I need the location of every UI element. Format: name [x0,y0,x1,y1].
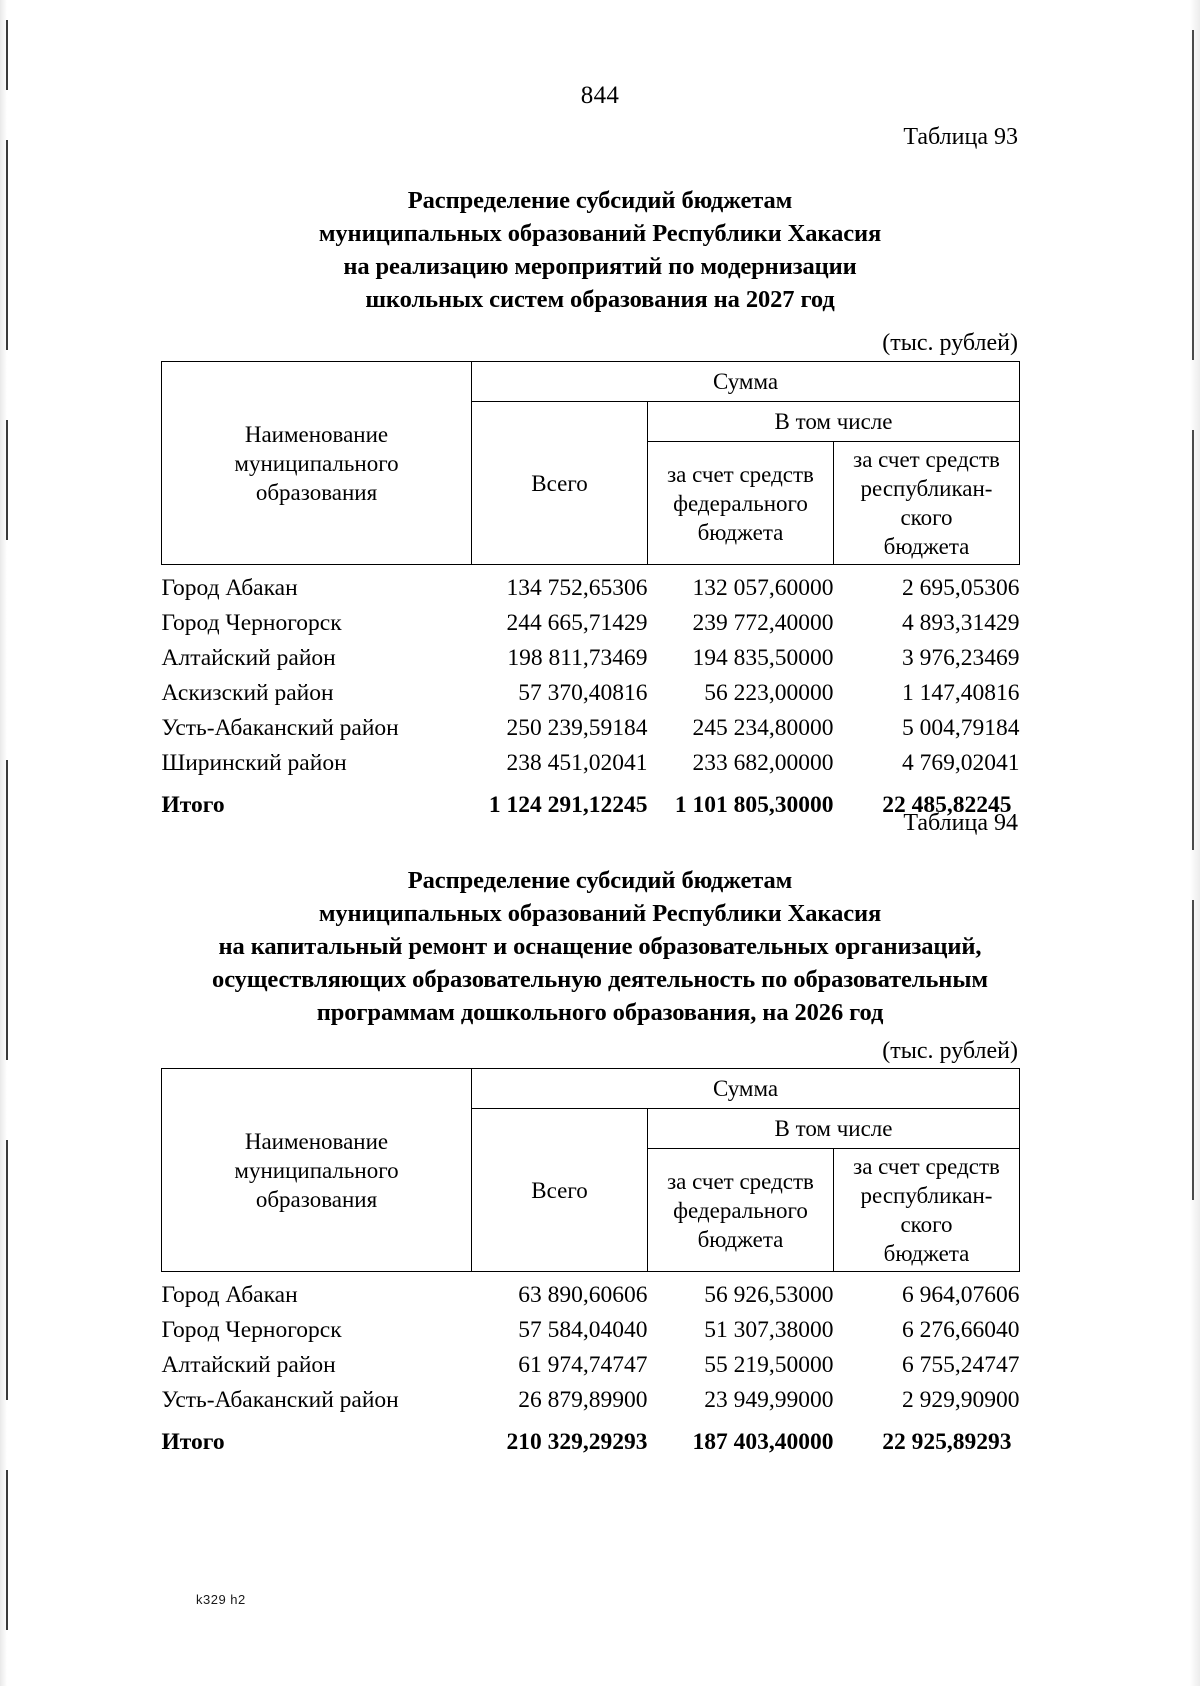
header-line: бюджета [883,534,970,559]
table-94 [161,1068,1020,1460]
table-93 [161,361,1020,823]
header-federal-budget [648,1149,834,1272]
cell-republican: 2 929,90900 [902,1387,1020,1413]
header-line: федерального [673,490,808,516]
cell-municipality: Усть-Абаканский район [161,1387,399,1413]
header-line: муниципального [234,1157,399,1183]
cell-republican: 22 925,89293 [882,1429,1012,1455]
table-94-head [162,1069,1020,1272]
header-line: бюджета [697,519,784,545]
table-93-head [162,362,1020,565]
table-total-row [162,1418,1020,1460]
cell-republican: 1 147,40816 [902,680,1020,706]
title-line: школьных систем образования на 2027 год [365,286,835,313]
cell-total: 63 890,60606 [518,1282,648,1308]
header-line: ского [900,505,953,530]
cell-republican: 22 485,82245 [882,792,1012,818]
cell-total: 57 584,04040 [518,1317,648,1343]
cell-total: 26 879,89900 [518,1387,648,1413]
table-93-body [162,565,1020,824]
cell-total-label: Итого [161,1429,225,1455]
cell-total: 61 974,74747 [518,1352,648,1378]
header-line: образования [255,479,378,505]
cell-republican: 2 695,05306 [902,575,1020,601]
cell-republican: 6 276,66040 [902,1317,1020,1343]
table-label-93: Таблица 93 [903,124,1018,150]
header-line: за счет средств [667,461,814,487]
page-number: 844 [580,82,620,109]
title-line: осуществляющих образовательную деятельность по образовательным [212,966,988,993]
cell-total: 250 239,59184 [506,715,648,741]
header-in-which: В том числе [648,402,1020,442]
cell-republican: 5 004,79184 [902,715,1020,741]
table-94-body [162,1272,1020,1461]
cell-municipality: Город Черногорск [161,1317,342,1343]
header-total: Всего [472,1109,648,1272]
cell-municipality: Город Абакан [161,1282,298,1308]
header-line: Наименование [244,421,389,447]
table-row [162,1313,1020,1348]
header-line: бюджета [697,1226,784,1252]
header-line: федерального [673,1197,808,1223]
title-line: Распределение субсидий бюджетам [407,867,793,894]
title-line: муниципальных образований Республики Хакасия [318,220,882,247]
table-row [162,565,1020,607]
header-sum: Сумма [472,1069,1020,1109]
cell-federal: 245 234,80000 [692,715,834,741]
header-municipality-name [162,1069,472,1272]
header-line: за счет средств [853,447,1000,472]
cell-federal: 194 835,50000 [692,645,834,671]
table-row [162,746,1020,781]
header-line: за счет средств [853,1154,1000,1179]
cell-federal: 1 101 805,30000 [674,792,834,818]
table-row [162,606,1020,641]
cell-republican: 4 769,02041 [902,750,1020,776]
cell-federal: 23 949,99000 [704,1387,834,1413]
units-label-93: (тыс. рублей) [882,330,1018,356]
cell-federal: 187 403,40000 [692,1429,834,1455]
cell-municipality: Ширинский район [161,750,347,776]
cell-federal: 233 682,00000 [692,750,834,776]
header-line: за счет средств [667,1168,814,1194]
table-row [162,1348,1020,1383]
cell-total: 210 329,29293 [506,1429,648,1455]
cell-republican: 3 976,23469 [902,645,1020,671]
header-line: Наименование [244,1128,389,1154]
cell-republican: 6 964,07606 [902,1282,1020,1308]
table-total-row [162,781,1020,823]
title-line: программам дошкольного образования, на 2026 год [316,999,884,1026]
header-line: бюджета [883,1241,970,1266]
cell-federal: 51 307,38000 [704,1317,834,1343]
cell-municipality: Усть-Абаканский район [161,715,399,741]
cell-municipality: Город Абакан [161,575,298,601]
header-municipality-name [162,362,472,565]
cell-federal: 132 057,60000 [692,575,834,601]
table-label-94: Таблица 94 [903,810,1018,836]
table-row [162,711,1020,746]
header-republican-budget [834,1149,1020,1272]
cell-municipality: Аскизский район [161,680,334,706]
cell-total: 134 752,65306 [506,575,648,601]
cell-total: 57 370,40816 [518,680,648,706]
cell-federal: 56 223,00000 [704,680,834,706]
header-line: республикан- [860,476,993,501]
table-row [162,641,1020,676]
header-line: муниципального [234,450,399,476]
cell-municipality: Алтайский район [161,1352,336,1378]
table-row [162,1272,1020,1314]
table-93-title [120,184,1080,316]
header-sum: Сумма [472,362,1020,402]
table-row [162,1383,1020,1418]
cell-federal: 55 219,50000 [704,1352,834,1378]
cell-federal: 56 926,53000 [704,1282,834,1308]
cell-total: 238 451,02041 [506,750,648,776]
cell-federal: 239 772,40000 [692,610,834,636]
header-total: Всего [472,402,648,565]
table-row [162,676,1020,711]
cell-republican: 6 755,24747 [902,1352,1020,1378]
cell-total: 1 124 291,12245 [488,792,648,818]
title-line: на реализацию мероприятий по модернизации [343,253,857,280]
cell-total: 244 665,71429 [506,610,648,636]
header-federal-budget [648,442,834,565]
header-republican-budget [834,442,1020,565]
header-line: ского [900,1212,953,1237]
cell-republican: 4 893,31429 [902,610,1020,636]
footer-scan-mark: k329 h2 [196,1592,246,1607]
cell-municipality: Город Черногорск [161,610,342,636]
header-line: республикан- [860,1183,993,1208]
cell-total: 198 811,73469 [507,645,648,671]
title-line: Распределение субсидий бюджетам [407,187,793,214]
title-line: на капитальный ремонт и оснащение образовательных организаций, [218,933,982,960]
title-line: муниципальных образований Республики Хакасия [318,900,882,927]
cell-total-label: Итого [161,792,225,818]
header-line: образования [255,1186,378,1212]
cell-municipality: Алтайский район [161,645,336,671]
header-in-which: В том числе [648,1109,1020,1149]
table-94-title [120,864,1080,1029]
units-label-94: (тыс. рублей) [882,1038,1018,1064]
